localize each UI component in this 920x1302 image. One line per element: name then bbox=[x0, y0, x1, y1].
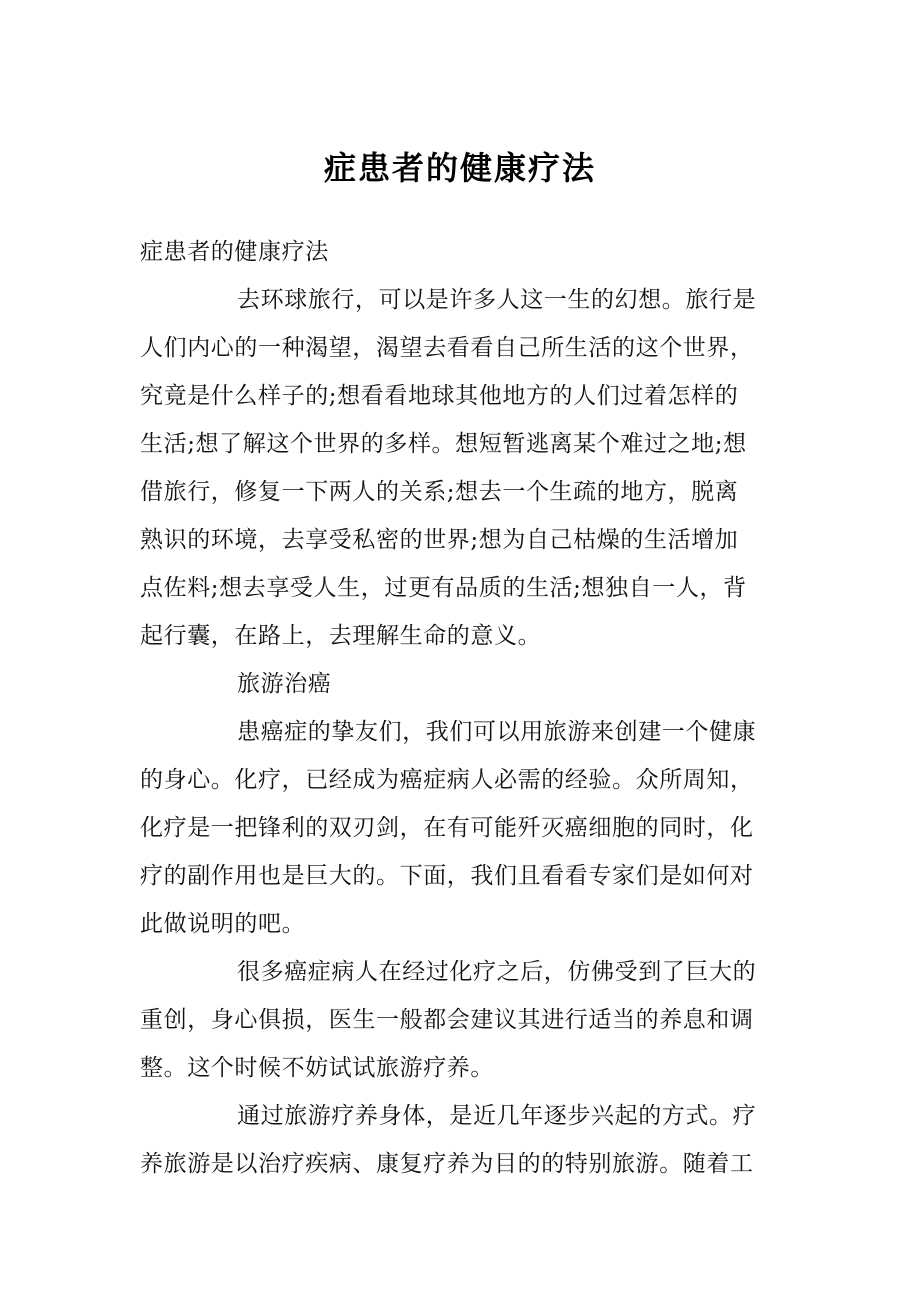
paragraph-line: 患癌症的挚友们，我们可以用旅游来创建一个健康 bbox=[237, 719, 757, 745]
paragraph-line: 化疗是一把锋利的双刃剑，在有可能歼灭癌细胞的同时，化 bbox=[140, 815, 754, 841]
paragraph-line: 疗的副作用也是巨大的。下面，我们且看看专家们是如何对 bbox=[140, 863, 754, 889]
paragraph-line: 借旅行，修复一下两人的关系;想去一个生疏的地方，脱离 bbox=[140, 479, 739, 505]
paragraph-line: 整。这个时候不妨试试旅游疗养。 bbox=[140, 1055, 494, 1081]
document-title: 症患者的健康疗法 bbox=[323, 149, 596, 187]
paragraph-line: 通过旅游疗养身体，是近几年逐步兴起的方式。疗 bbox=[237, 1103, 757, 1129]
paragraph-line: 究竟是什么样子的;想看看地球其他地方的人们过着怎样的 bbox=[140, 383, 739, 409]
paragraph-line: 的身心。化疗，已经成为癌症病人必需的经验。众所周知， bbox=[140, 767, 754, 793]
paragraph-line: 点佐料;想去享受人生，过更有品质的生活;想独自一人，背 bbox=[140, 575, 747, 601]
paragraph-line: 养旅游是以治疗疾病、康复疗养为目的的特别旅游。随着工 bbox=[140, 1151, 754, 1177]
paragraph-line: 起行囊，在路上，去理解生命的意义。 bbox=[140, 623, 542, 649]
paragraph-line: 熟识的环境，去享受私密的世界;想为自己枯燥的生活增加 bbox=[140, 527, 739, 553]
paragraph-line: 生活;想了解这个世界的多样。想短暂逃离某个难过之地;想 bbox=[140, 431, 747, 457]
subtitle-line: 症患者的健康疗法 bbox=[140, 239, 329, 265]
paragraph-line: 去环球旅行，可以是许多人这一生的幻想。旅行是 bbox=[237, 287, 757, 313]
section-heading: 旅游治癌 bbox=[237, 671, 332, 697]
document-body bbox=[140, 228, 820, 1188]
paragraph-line: 很多癌症病人在经过化疗之后，仿佛受到了巨大的 bbox=[237, 959, 757, 985]
paragraph-line: 重创，身心俱损，医生一般都会建议其进行适当的养息和调 bbox=[140, 1007, 754, 1033]
paragraph-line: 人们内心的一种渴望，渴望去看看自己所生活的这个世界， bbox=[140, 335, 754, 361]
paragraph-line: 此做说明的吧。 bbox=[140, 911, 306, 937]
